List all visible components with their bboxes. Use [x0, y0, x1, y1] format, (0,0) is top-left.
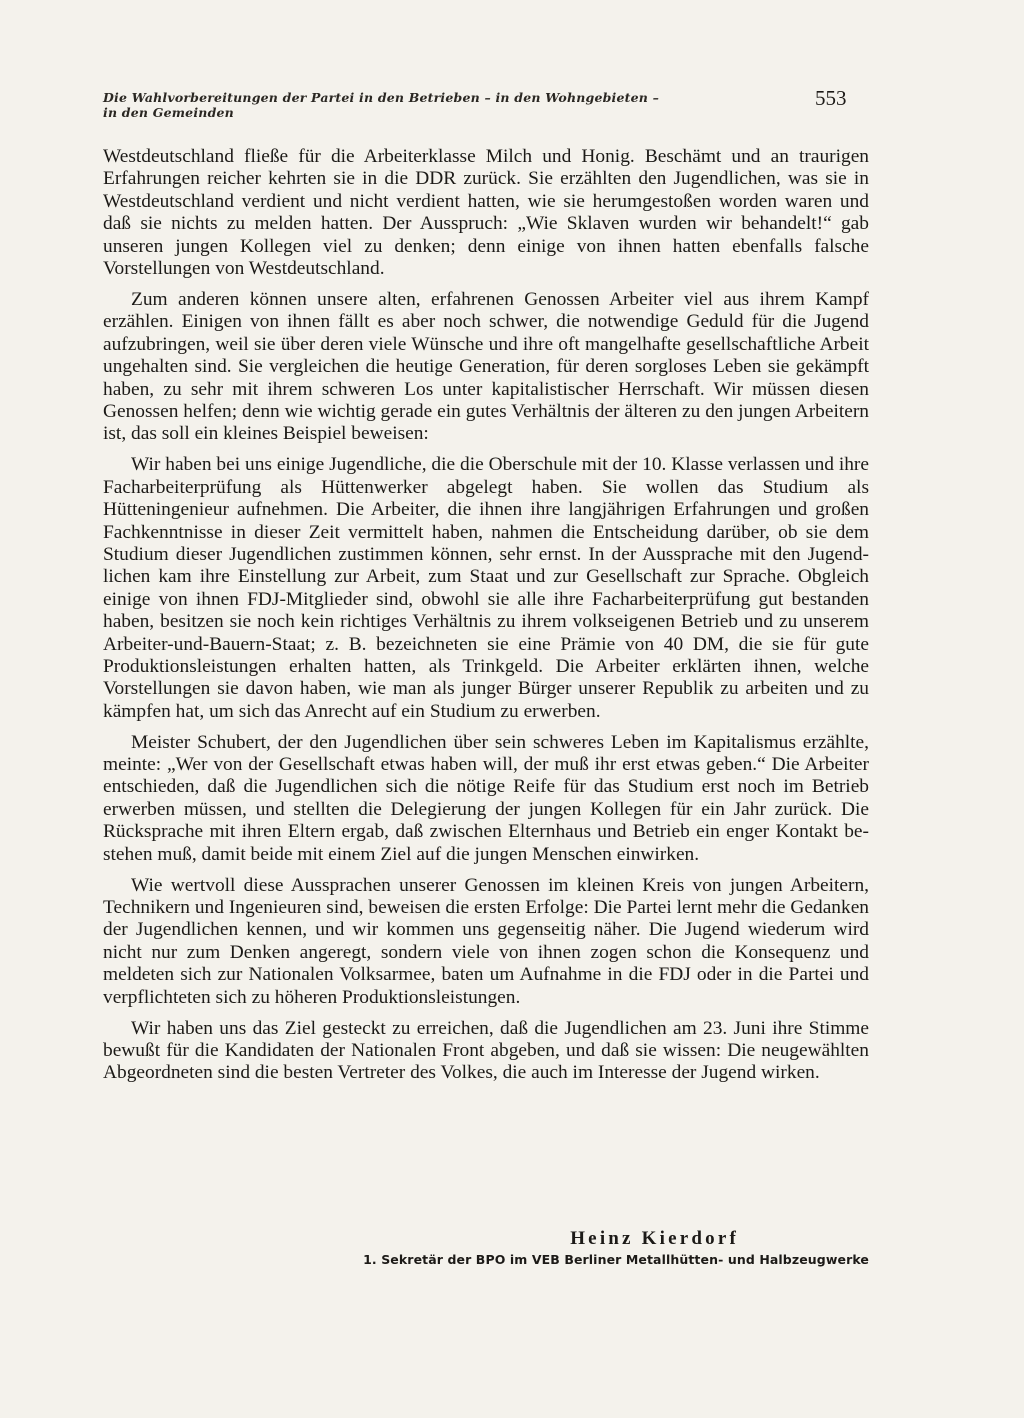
signature-block [103, 1228, 869, 1268]
article-body [103, 146, 869, 1093]
page-number: 553 [815, 86, 847, 110]
paragraph-6: Wir haben uns das Ziel gesteckt zu erreichen, daß die Jugendlichen am 23. Juni ihre Stimme bewußt für die Kandidaten der Nationalen Front abgeben, und daß sie wissen: Die neugewählten Abgeordneten sind die besten Vertreter des Volkes, die auch im Interesse der Jugend wirken. [103, 1017, 869, 1084]
paragraph-5: Wie wertvoll diese Aussprachen unserer Genossen im kleinen Kreis von jungen Arbeitern, Technikern und Ingenieuren sind, beweisen die ersten Erfolge: Die Partei lernt mehr die Gedanken der Jugendlichen kennen, und wir kommen uns gegenseitig näher. Die Jugend wiederum wird nicht nur zum Denken angeregt, sondern viele von ihnen zogen schon die Konsequenz und meldeten sich zur Nationalen Volksarmee, baten um Aufnahme in die FDJ oder in die Partei und verpflichteten sich zu höheren Produktionsleistungen. [103, 874, 869, 1008]
author-role: 1. Sekretär der BPO im VEB Berliner Metallhütten- und Halbzeugwerke [363, 1252, 869, 1267]
running-head-line-2: in den Gemeinden [103, 105, 234, 120]
paragraph-1: Westdeutschland fließe für die Arbeiterklasse Milch und Honig. Beschämt und an traurigen Erfahrungen reicher kehrten sie in die DDR zurück. Sie erzählten den Jugendlichen, was sie in Westdeutschland verdient und nicht verdient hatten, wie sie herumgestoßen worden waren und daß sie nichts zu melden hatten. Der Ausspruch: „Wie Sklaven wurden wir behandelt!“ gab unseren jungen Kollegen viel zu denken; denn einige von ihnen hatten ebenfalls falsche Vorstellungen von Westdeutschland. [103, 146, 869, 280]
paragraph-4: Meister Schubert, der den Jugendlichen über sein schweres Leben im Kapitalismus erzählte, meinte: „Wer von der Gesellschaft etwas haben will, der muß ihr erst etwas geben.“ Die Arbeiter entschieden, daß die Jugendlichen sich die nötige Reife für das Studium erst noch im Betrieb erwerben müssen, und stellten die Delegierung der jungen Kollegen für ein Jahr zurück. Die Rücksprache mit ihren Eltern ergab, daß zwischen Elternhaus und Betrieb ein enger Kontakt bestehen muß, damit beide mit einem Ziel auf die jungen Menschen einwirken. [103, 731, 869, 865]
author-name: Heinz Kierdorf [570, 1228, 739, 1249]
paragraph-2: Zum anderen können unsere alten, erfahrenen Genossen Arbeiter viel aus ihrem Kampf erzählen. Einigen von ihnen fällt es aber noch schwer, die notwendige Geduld für die Jugend aufzubringen, weil sie über deren viele Wünsche und ihre oft mangelhafte gesellschaftliche Arbeit ungehalten sind. Sie vergleichen die heutige Generation, für deren sorgloses Leben sie gekämpft haben, zu sehr mit ihrem schweren Los unter kapitalistischer Herrschaft. Wir müssen diesen Genossen helfen; denn wie wichtig gerade ein gutes Verhältnis der älteren zu den jungen Arbeitern ist, das soll ein kleines Beispiel beweisen: [103, 288, 869, 445]
paragraph-3: Wir haben bei uns einige Jugendliche, die die Oberschule mit der 10. Klasse verlassen und ihre Facharbeiterprüfung als Hüttenwerker abgelegt haben. Sie wollen das Studium als Hütteningenieur aufnehmen. Die Arbeiter, die ihnen ihre langjährigen Erfahrungen und großen Fachkenntnisse in dieser Zeit vermittelt haben, nahmen die Entscheidung darüber, ob sie dem Studium dieser Jugendlichen zustimmen können, sehr ernst. In der Aussprache mit den Jugendlichen kam ihre Einstellung zur Arbeit, zum Staat und zur Gesellschaft zur Sprache. Obgleich einige von ihnen FDJ-Mitglieder sind, obwohl sie alle ihre Facharbeiterprüfung gut bestanden haben, besitzen sie noch kein richtiges Verhältnis zu ihrem volkseigenen Betrieb und zu unserem Arbeiter-und-Bauern-Staat; z. B. bezeichneten sie eine Prämie von 40 DM, die sie für gute Produktionsleistungen erhalten hatten, als Trinkgeld. Die Arbeiter erklärten ihnen, welche Vorstellungen sie davon haben, wie man als junger Bürger unserer Republik zu arbeiten und zu kämpfen hat, um sich das Anrecht auf ein Studium zu erwerben. [103, 454, 869, 722]
running-head [103, 90, 743, 120]
running-head-line-1: Die Wahlvorbereitungen der Partei in den Betrieben – in den Wohngebieten – [103, 90, 660, 105]
